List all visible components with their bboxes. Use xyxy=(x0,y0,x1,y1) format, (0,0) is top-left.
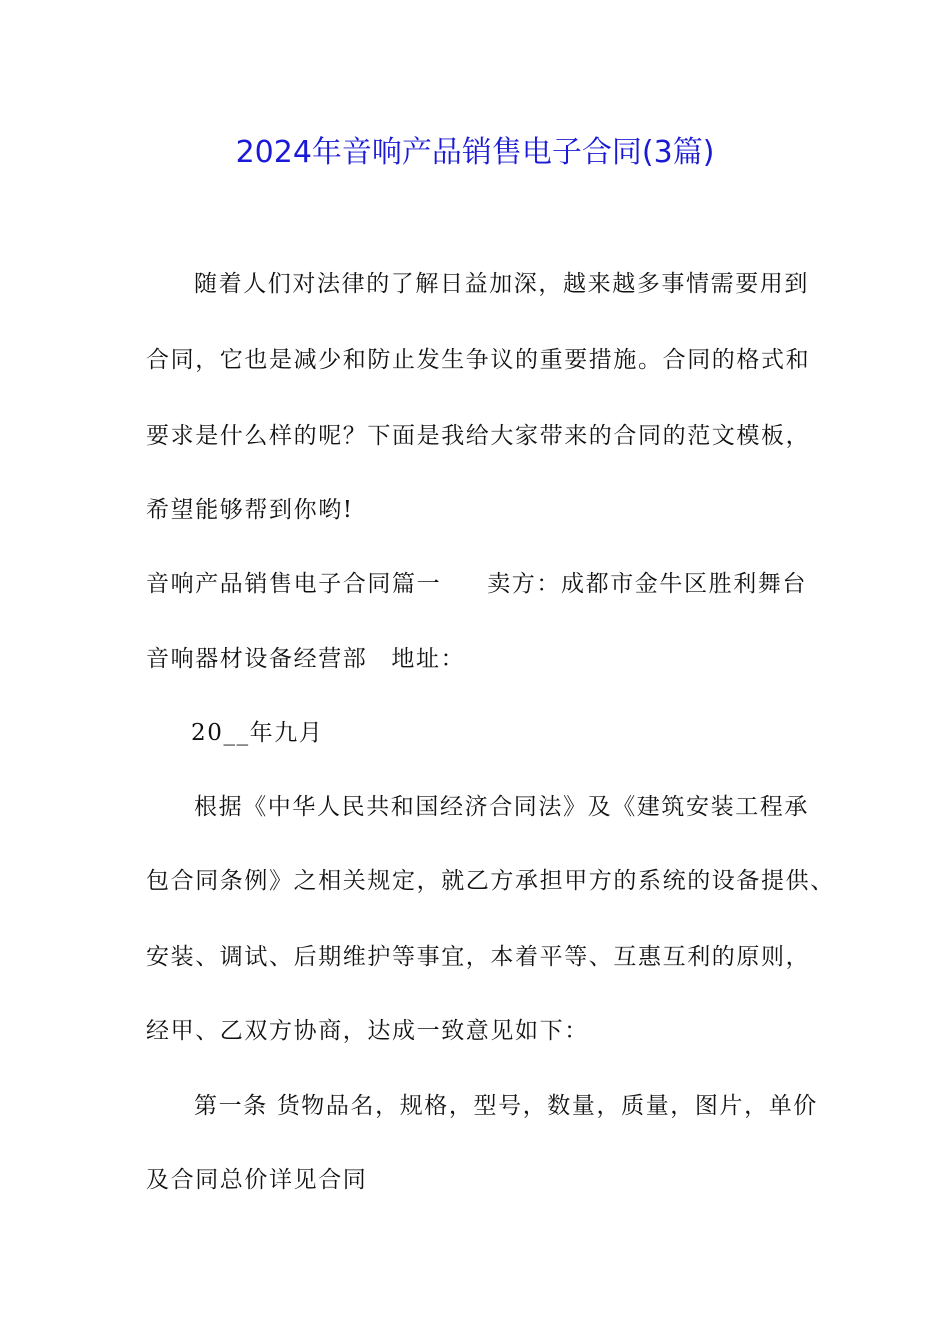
address-label: 地址： xyxy=(391,646,466,672)
intro-line-4: 希望能够帮到你哟! xyxy=(146,497,354,523)
seller-label: 卖方：成都市金牛区胜利舞台 xyxy=(487,571,808,597)
intro-line-1: 随着人们对法律的了解日益加深，越来越多事情需要用到 xyxy=(194,271,809,297)
section-heading-line xyxy=(146,566,807,602)
article-1-line-1: 第一条 货物品名，规格，型号，数量，质量，图片，单价 xyxy=(194,1093,818,1119)
article-1-line-2: 及合同总价详见合同 xyxy=(146,1167,368,1193)
document-title: 2024年音响产品销售电子合同(3篇) xyxy=(235,135,715,170)
intro-line-2: 合同，它也是减少和防止发生争议的重要措施。合同的格式和 xyxy=(146,347,811,373)
basis-line-3: 安装、调试、后期维护等事宜，本着平等、互惠互利的原则， xyxy=(146,944,811,970)
basis-line-1: 根据《中华人民共和国经济合同法》及《建筑安装工程承 xyxy=(194,794,809,820)
contract-date: 20__年九月 xyxy=(191,720,324,746)
seller-name: 音响器材设备经营部 xyxy=(146,646,368,672)
basis-line-4: 经甲、乙双方协商，达成一致意见如下： xyxy=(146,1018,589,1044)
basis-line-2: 包合同条例》之相关规定，就乙方承担甲方的系统的设备提供、 xyxy=(146,868,835,894)
section-heading: 音响产品销售电子合同篇一 xyxy=(146,571,442,597)
intro-line-3: 要求是什么样的呢？下面是我给大家带来的合同的范文模板， xyxy=(146,423,811,449)
seller-line xyxy=(146,641,465,677)
